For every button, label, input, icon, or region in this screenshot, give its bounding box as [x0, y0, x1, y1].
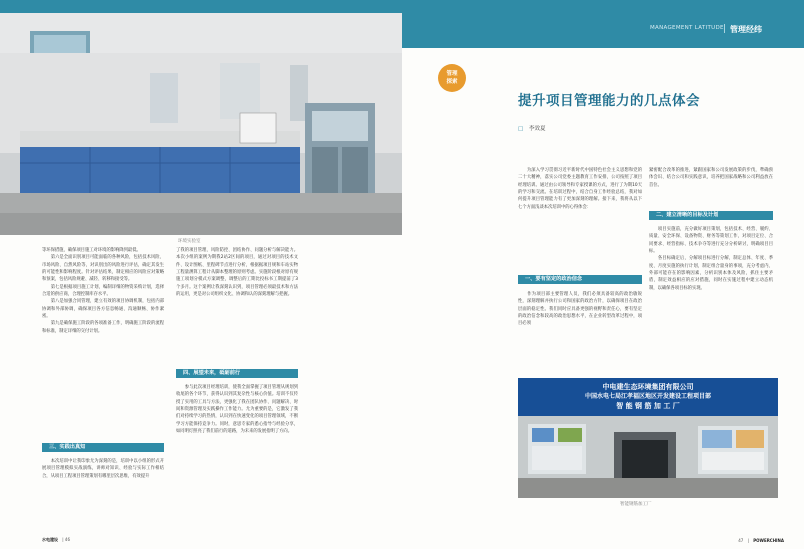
author-line	[518, 124, 545, 132]
footer-page-number: 47	[738, 538, 744, 543]
badge-line-2: 探索	[446, 79, 458, 85]
section-3-heading: 三、实践出真知	[42, 443, 164, 452]
badge-line-1: 管理	[446, 71, 458, 77]
header-section-en: MANAGEMENT LATITUDE	[650, 25, 724, 31]
author-mark: □	[518, 126, 524, 132]
right-page-header	[402, 0, 804, 48]
right-page	[402, 0, 804, 549]
lab-photo	[0, 13, 402, 235]
article-title: 提升项目管理能力的几点体会	[518, 93, 700, 109]
right-footer: 47 | POWERCHINA	[738, 538, 784, 543]
section-1-heading: 一、要有坚定的政治信念	[518, 275, 642, 284]
factory-sign	[518, 383, 778, 411]
left-footer: 水电建设 | 46	[42, 537, 71, 542]
sign-project: 中国水电七局江孝福区地区开发建设工程项目部	[584, 393, 711, 400]
left-photo-caption: 环境实验室	[178, 239, 201, 244]
right-photo-caption: 智能钢筋加工厂	[620, 502, 652, 507]
section-2-heading: 二、建立清晰的目标及计划	[649, 211, 773, 220]
right-column-1-text: 为深入学习贯彻习近平新时代中国特色社会主义思想和党的二十大精神，落实公司党委主题教育工作安排，公司按照了项目经理培训。通过由公司领导和专家授课的方式，进行了为期10天的学习和交流。在培训过程中，结合自身工作经验总结，我对如何提升项目管理能力有了更加深刻的理解。接下来，我将从以下七个方面浅谈本次培训中的心得体会：	[518, 168, 642, 210]
left-column-1-text-after: 本次培训中让我印象尤为深刻的是，培训中以小组的形式开展项目管理模拟实战演练，讲师对知识、经验与实际工作相结合，从项目工程项目管理策划有哪里层次思维，有效提升	[42, 459, 164, 479]
author-name: 李效夏	[528, 126, 546, 132]
header-section-title: 管理经纬	[730, 25, 762, 34]
left-column-1-text: 等环保措施，确保项目施工对环境的影响降到最低。 第六是全面识别项目可能面临的各种风险，包括技术风险、市场风险、自然风险等，对识别出的风险进行评估，确定其发生的可能性和影响程度。针对评估结果，制定相应的风险应对策略和预案，包括风险规避、减轻、转移和接受等。 第七是根据项目施工计划，编制详细的物资采购计划，选择合适的供应商，合理控制库存水平。 第八是加强合同管理，建立有效的项目协调机制，包括内部协调和外部协调，确保项目各方信息畅通、沟通顺畅、协作紧密。 第九是确保施工阶段的各项准备工作，明确施工阶段的流程和标准，制定详细的交付计划。	[42, 248, 164, 334]
footer-magazine-name: 水电建设	[42, 537, 58, 542]
right-column-2-text-after: 项目实施前，充分做好项目策划，包括技术、经营、履约、质量、安全环保、设备物资、财务等策划工作，对项目定位、合同要求、经营指标、技术争夺等进行充分分析研讨，明确项目目标。 各目标确定后，分解项目标进行分解，制定总体、年度、季度、月度实施的执行计划，制定组合量身的事项，充分考虑内、外部可能存在的影响因素，分析识别本体及风险，抓住主要矛盾，制定效益相应的应对措施，同时在实施过程中建立动态机制，以确保各项目标的实现。	[649, 227, 773, 291]
right-column-2-text: 紧密配合改革的推进，紧跟国家和公司发展政策的步伐，準确预体会识、结合公司和实践意识，培养把国家战略和公司利益放在首位。	[649, 168, 773, 188]
section-4-heading: 四、展望未来，砥砺前行	[176, 369, 298, 378]
sign-company: 中电建生态环境集团有限公司	[602, 383, 694, 391]
footer-magazine-name: POWERCHINA	[753, 538, 784, 543]
footer-page-number: 46	[64, 537, 71, 542]
column-badge	[438, 64, 466, 92]
left-column-2-text: 了我的项目管理、风险防控、团结协作、问题分析与解决能力。本次小组的案例为期我2站2区间的项目，通过对项目的技术文件、设计图纸、里程碑节点进行分析，根据据项目规和车站实物工程量测算工程计从脚本整理的原则考虑。实施阶段根对原有规施工项划分模式方案调整，调整后的工期比投标书工期提前了3个多月。这个案例让我深刻认识到，项目管理必须最技术和方法的运用，更是对公司组织文化、协调和认的深刻理解与把握。	[176, 248, 298, 298]
sign-factory: 智 能 钢 筋 加 工 厂	[616, 402, 680, 410]
right-column-1-text-after: 作为项目部主要管理人员，我们必须具备较高的政治敏锐性，深刻理解并执行公司和国家的政治方针，以确保项目在政治层面的稳定性。我们同时应具备更强的视野和责任心，要有坚定的政治信念和较高的政治思想水平，在企业转型改革过程中，项目必须	[518, 292, 642, 327]
factory-photo	[518, 378, 778, 498]
lab-photo-image	[0, 13, 402, 235]
header-divider	[724, 24, 725, 33]
left-column-2-text-after: 参与此次项目经理培训，使我全面掌握了项目管理从规划到收尾的各个环节，获得认识到其复杂性与核心价值。培训不仅传授了实用的工具与方法，更强化了我在团队协作、问题解决、时间和资源管理及实践操作工作能力。尤为重要的是，它激发了我们对持续学习的热情，认识到在快速变化的项目管理领域，不断学习方能保持竞争力。同时，意思专家的悉心指导与经验分享，如同明灯照亮了我们前行的道路，为未来的发展指明了方向。	[176, 385, 298, 435]
